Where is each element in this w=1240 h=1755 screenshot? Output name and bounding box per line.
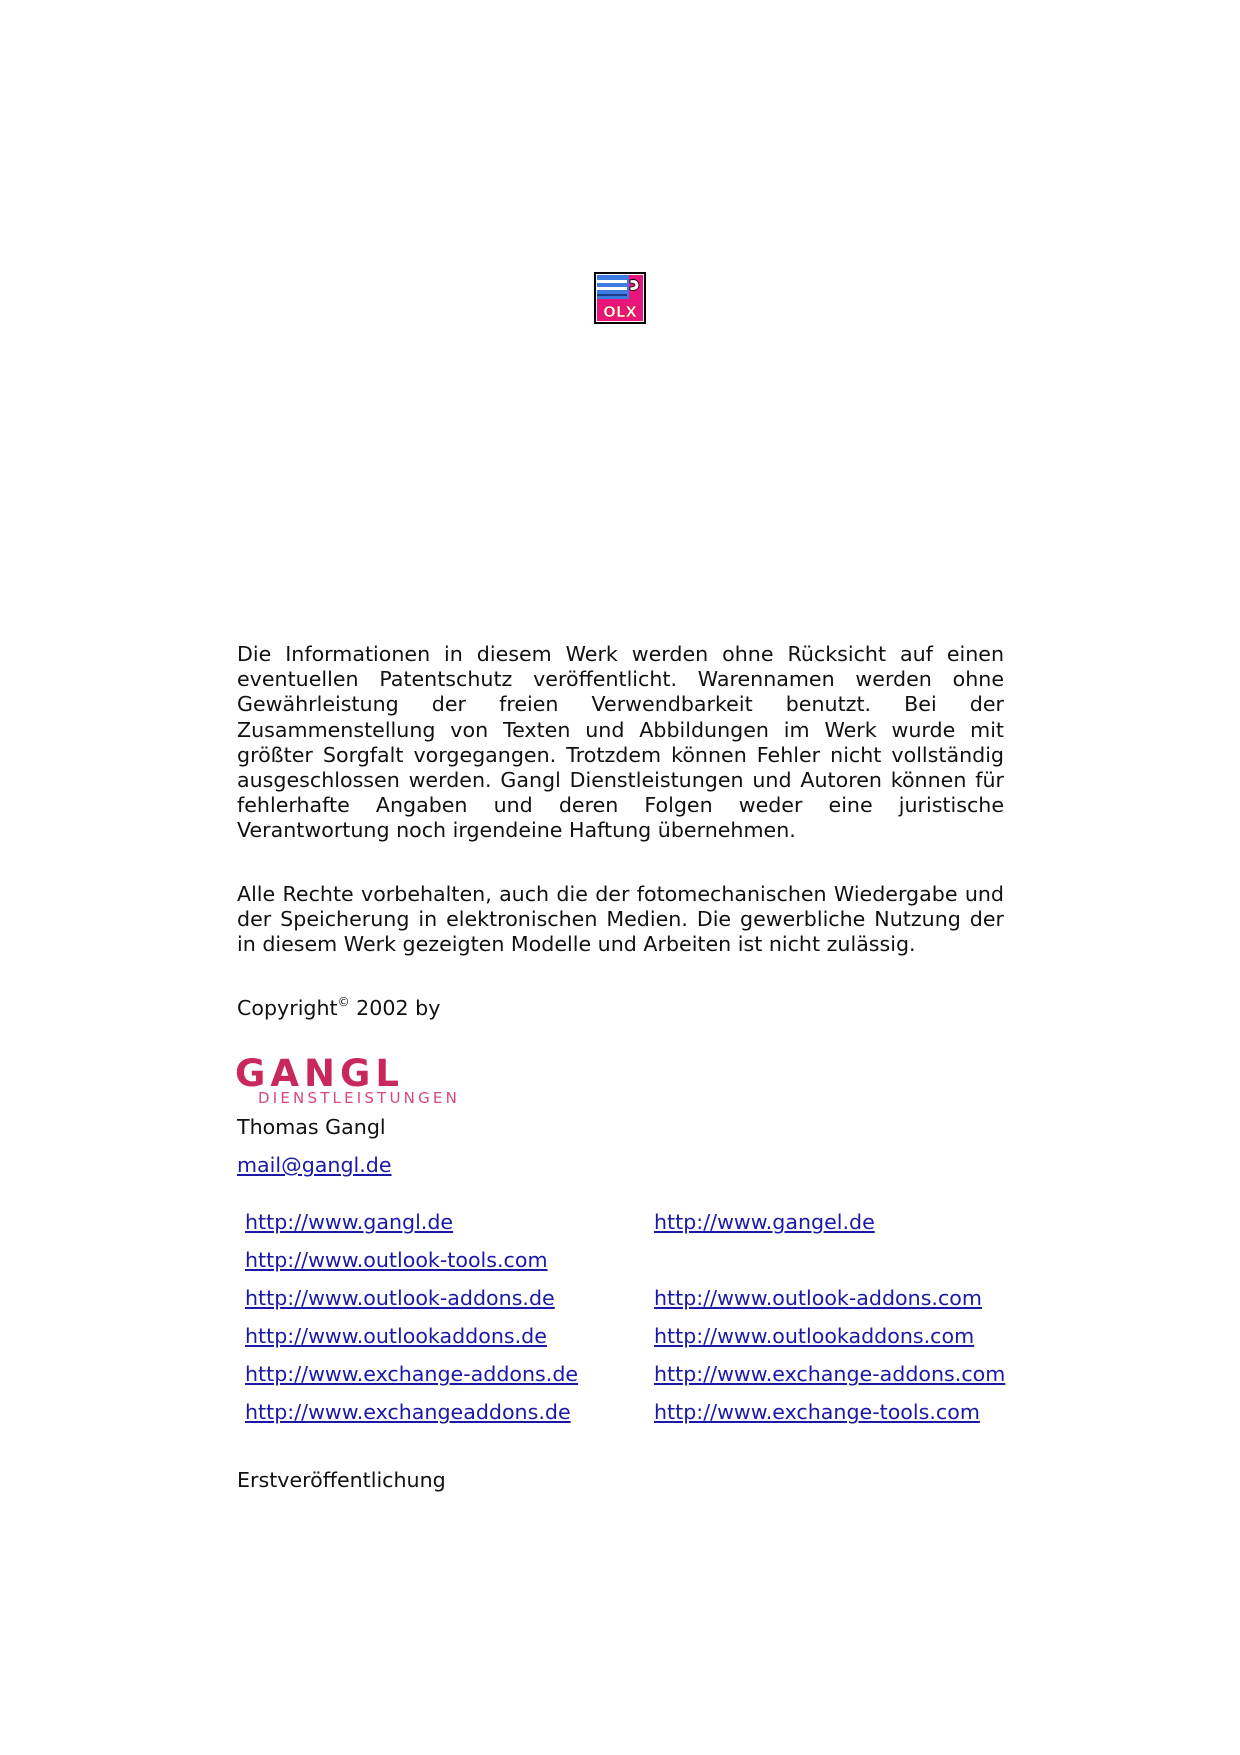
copyright-line <box>237 996 440 1021</box>
link-exchange-tools-com[interactable]: http://www.exchange-tools.com <box>654 1400 980 1424</box>
link-exchangeaddons-de[interactable]: http://www.exchangeaddons.de <box>245 1400 571 1424</box>
links-column-right <box>654 1203 1005 1431</box>
olx-logo <box>594 272 646 324</box>
gangl-dienstleistungen-logo <box>235 1050 475 1106</box>
links-column-left <box>245 1203 578 1431</box>
first-publication-label: Erstveröffentlichung <box>237 1468 446 1492</box>
olx-logo-text: OLX <box>603 303 637 321</box>
copyright-symbol: © <box>337 995 350 1009</box>
email-link[interactable]: mail@gangl.de <box>237 1153 392 1177</box>
link-gangl-de[interactable]: http://www.gangl.de <box>245 1210 454 1234</box>
link-exchange-addons-de[interactable]: http://www.exchange-addons.de <box>245 1362 579 1386</box>
gangl-logo-subtitle: DIENSTLEISTUNGEN <box>258 1089 461 1106</box>
link-outlookaddons-de[interactable]: http://www.outlookaddons.de <box>245 1324 547 1348</box>
link-outlook-addons-com[interactable]: http://www.outlook-addons.com <box>654 1286 982 1310</box>
copyright-word: Copyright <box>237 996 338 1020</box>
link-gangel-de[interactable]: http://www.gangel.de <box>654 1210 875 1234</box>
gangl-logo-title: GANGL <box>235 1052 404 1095</box>
link-outlookaddons-com[interactable]: http://www.outlookaddons.com <box>654 1324 975 1348</box>
author-name: Thomas Gangl <box>237 1115 386 1139</box>
rights-paragraph: Alle Rechte vorbehalten, auch die der fotomechanischen Wiedergabe und der Speicherung in elektronischen Medien. Die gewerbliche Nutzung der in diesem Werk gezeigten Modelle und Arbeiten ist nicht zulässig. <box>237 882 1004 957</box>
link-outlook-tools-com[interactable]: http://www.outlook-tools.com <box>245 1248 548 1272</box>
link-outlook-addons-de[interactable]: http://www.outlook-addons.de <box>245 1286 555 1310</box>
link-exchange-addons-com[interactable]: http://www.exchange-addons.com <box>654 1362 1006 1386</box>
link-gap <box>654 1241 1005 1279</box>
disclaimer-paragraph: Die Informationen in diesem Werk werden ohne Rücksicht auf einen eventuellen Patentschutz veröffentlicht. Warennamen werden ohne Gewährleistung der freien Verwendbarkeit benutzt. Bei der Zusammenstellung von Texten und Abbildungen im Werk wurde mit größter Sorgfalt vorgegangen. Trotzdem können Fehler nicht vollständig ausgeschlossen werden. Gangl Dienstleistungen und Autoren können für fehlerhafte Angaben und deren Folgen weder eine juristische Verantwortung noch irgendeine Haftung übernehmen. <box>237 642 1004 843</box>
copyright-year: 2002 by <box>349 996 441 1020</box>
